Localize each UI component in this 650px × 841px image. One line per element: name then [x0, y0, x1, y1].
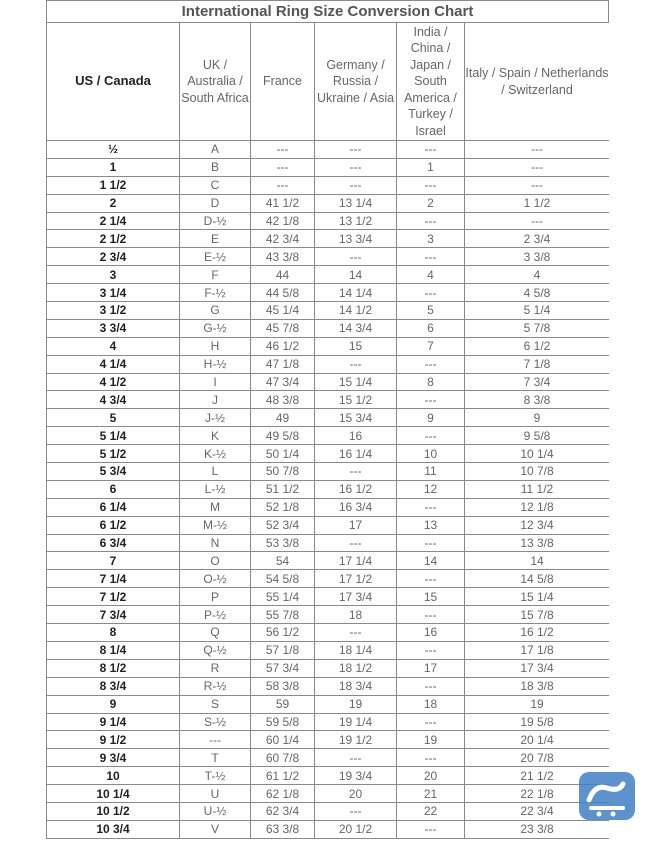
us-canada-cell: 8 1/4 [47, 641, 180, 659]
us-canada-cell: 10 1/4 [47, 785, 180, 803]
germany-cell: 18 [315, 606, 397, 624]
uk-cell: R [180, 659, 251, 677]
germany-cell: --- [315, 802, 397, 820]
header-france: France [251, 23, 315, 141]
uk-cell: Q-½ [180, 641, 251, 659]
uk-cell: R-½ [180, 677, 251, 695]
table-row [47, 480, 610, 498]
germany-cell: 14 1/2 [315, 302, 397, 320]
table-row [47, 570, 610, 588]
italy-cell: 5 7/8 [465, 319, 610, 337]
india-cell: --- [397, 141, 465, 159]
italy-cell: 11 1/2 [465, 480, 610, 498]
table-row [47, 552, 610, 570]
italy-cell: 12 3/4 [465, 516, 610, 534]
italy-cell: 12 1/8 [465, 498, 610, 516]
germany-cell: 17 1/2 [315, 570, 397, 588]
india-cell: 15 [397, 588, 465, 606]
india-cell: 12 [397, 480, 465, 498]
table-row [47, 713, 610, 731]
france-cell: 42 1/8 [251, 212, 315, 230]
uk-cell: F-½ [180, 284, 251, 302]
us-canada-cell: 6 1/2 [47, 516, 180, 534]
table-row [47, 731, 610, 749]
india-cell: 22 [397, 802, 465, 820]
france-cell: 59 [251, 695, 315, 713]
header-india-china: India / China / Japan / South America / Turkey / Israel [397, 23, 465, 141]
header-us-canada: US / Canada [47, 23, 180, 141]
table-row [47, 802, 610, 820]
italy-cell: 10 1/4 [465, 445, 610, 463]
germany-cell: 15 3/4 [315, 409, 397, 427]
table-row [47, 230, 610, 248]
table-row [47, 659, 610, 677]
uk-cell: I [180, 373, 251, 391]
india-cell: --- [397, 534, 465, 552]
india-cell: --- [397, 391, 465, 409]
germany-cell: 14 [315, 266, 397, 284]
india-cell: --- [397, 641, 465, 659]
us-canada-cell: 9 1/4 [47, 713, 180, 731]
table-row [47, 588, 610, 606]
italy-cell: 17 3/4 [465, 659, 610, 677]
table-row [47, 785, 610, 803]
uk-cell: P-½ [180, 606, 251, 624]
us-canada-cell: 7 [47, 552, 180, 570]
france-cell: 47 1/8 [251, 355, 315, 373]
us-canada-cell: 9 3/4 [47, 749, 180, 767]
india-cell: --- [397, 248, 465, 266]
table-row [47, 641, 610, 659]
france-cell: 48 3/8 [251, 391, 315, 409]
table-row [47, 695, 610, 713]
germany-cell: 16 1/2 [315, 480, 397, 498]
india-cell: 16 [397, 624, 465, 642]
uk-cell: D-½ [180, 212, 251, 230]
germany-cell: --- [315, 158, 397, 176]
france-cell: 47 3/4 [251, 373, 315, 391]
india-cell: --- [397, 427, 465, 445]
france-cell: 42 3/4 [251, 230, 315, 248]
table-row [47, 391, 610, 409]
india-cell: 6 [397, 319, 465, 337]
uk-cell: T-½ [180, 767, 251, 785]
us-canada-cell: 6 [47, 480, 180, 498]
uk-cell: T [180, 749, 251, 767]
table-row [47, 373, 610, 391]
italy-cell: 7 1/8 [465, 355, 610, 373]
us-canada-cell: 2 1/4 [47, 212, 180, 230]
us-canada-cell: 10 [47, 767, 180, 785]
us-canada-cell: 4 1/4 [47, 355, 180, 373]
table-row [47, 176, 610, 194]
italy-cell: 20 7/8 [465, 749, 610, 767]
france-cell: 45 7/8 [251, 319, 315, 337]
france-cell: 49 [251, 409, 315, 427]
uk-cell: H [180, 337, 251, 355]
france-cell: 45 1/4 [251, 302, 315, 320]
us-canada-cell: 7 1/2 [47, 588, 180, 606]
germany-cell: 18 1/2 [315, 659, 397, 677]
italy-cell: 22 1/8 [465, 785, 610, 803]
france-cell: 46 1/2 [251, 337, 315, 355]
table-row [47, 677, 610, 695]
italy-cell: 23 3/8 [465, 820, 610, 838]
italy-cell: 9 5/8 [465, 427, 610, 445]
india-cell: 2 [397, 194, 465, 212]
france-cell: 55 1/4 [251, 588, 315, 606]
uk-cell: J-½ [180, 409, 251, 427]
italy-cell: 8 3/8 [465, 391, 610, 409]
table-row [47, 319, 610, 337]
uk-cell: M [180, 498, 251, 516]
ring-size-chart [46, 0, 609, 841]
uk-cell: O-½ [180, 570, 251, 588]
uk-cell: P [180, 588, 251, 606]
india-cell: --- [397, 749, 465, 767]
us-canada-cell: 9 [47, 695, 180, 713]
germany-cell: --- [315, 355, 397, 373]
uk-cell: S [180, 695, 251, 713]
germany-cell: 17 1/4 [315, 552, 397, 570]
india-cell: --- [397, 820, 465, 838]
italy-cell: 1 1/2 [465, 194, 610, 212]
italy-cell: 19 [465, 695, 610, 713]
us-canada-cell: 2 3/4 [47, 248, 180, 266]
france-cell: 49 5/8 [251, 427, 315, 445]
italy-cell: 13 3/8 [465, 534, 610, 552]
germany-cell: 13 1/4 [315, 194, 397, 212]
table-row [47, 516, 610, 534]
table-row [47, 534, 610, 552]
germany-cell: 17 3/4 [315, 588, 397, 606]
france-cell: 60 1/4 [251, 731, 315, 749]
table-row [47, 498, 610, 516]
uk-cell: L-½ [180, 480, 251, 498]
india-cell: --- [397, 284, 465, 302]
italy-cell: 3 3/8 [465, 248, 610, 266]
germany-cell: 19 [315, 695, 397, 713]
us-canada-cell: 8 [47, 624, 180, 642]
table-row [47, 212, 610, 230]
us-canada-cell: 9 1/2 [47, 731, 180, 749]
germany-cell: 19 3/4 [315, 767, 397, 785]
uk-cell: D [180, 194, 251, 212]
table-row [47, 248, 610, 266]
table-row [47, 158, 610, 176]
italy-cell: 20 1/4 [465, 731, 610, 749]
uk-cell: E-½ [180, 248, 251, 266]
us-canada-cell: 5 1/4 [47, 427, 180, 445]
germany-cell: 15 1/4 [315, 373, 397, 391]
us-canada-cell: 7 1/4 [47, 570, 180, 588]
uk-cell: G [180, 302, 251, 320]
uk-cell: C [180, 176, 251, 194]
us-canada-cell: 10 3/4 [47, 820, 180, 838]
italy-cell: --- [465, 212, 610, 230]
uk-cell: F [180, 266, 251, 284]
header-italy-spain: Italy / Spain / Netherlands / Switzerland [465, 23, 610, 141]
india-cell: 9 [397, 409, 465, 427]
table-row [47, 194, 610, 212]
italy-cell: 2 3/4 [465, 230, 610, 248]
india-cell: 4 [397, 266, 465, 284]
us-canada-cell: 2 1/2 [47, 230, 180, 248]
header-germany-russia: Germany / Russia / Ukraine / Asia [315, 23, 397, 141]
us-canada-cell: 4 1/2 [47, 373, 180, 391]
us-canada-cell: 5 [47, 409, 180, 427]
germany-cell: 14 1/4 [315, 284, 397, 302]
table-row [47, 749, 610, 767]
uk-cell: U-½ [180, 802, 251, 820]
india-cell: --- [397, 570, 465, 588]
italy-cell: 7 3/4 [465, 373, 610, 391]
italy-cell: 17 1/8 [465, 641, 610, 659]
france-cell: 52 1/8 [251, 498, 315, 516]
us-canada-cell: 6 3/4 [47, 534, 180, 552]
italy-cell: 22 3/4 [465, 802, 610, 820]
uk-cell: J [180, 391, 251, 409]
india-cell: 20 [397, 767, 465, 785]
germany-cell: 15 1/2 [315, 391, 397, 409]
italy-cell: 14 5/8 [465, 570, 610, 588]
us-canada-cell: 4 [47, 337, 180, 355]
france-cell: --- [251, 158, 315, 176]
site-logo-watermark-icon [577, 770, 637, 822]
india-cell: 5 [397, 302, 465, 320]
uk-cell: A [180, 141, 251, 159]
france-cell: 58 3/8 [251, 677, 315, 695]
france-cell: 54 [251, 552, 315, 570]
table-row [47, 337, 610, 355]
italy-cell: 10 7/8 [465, 463, 610, 481]
table-row [47, 266, 610, 284]
france-cell: 56 1/2 [251, 624, 315, 642]
germany-cell: 19 1/4 [315, 713, 397, 731]
india-cell: 10 [397, 445, 465, 463]
table-row [47, 820, 610, 838]
india-cell: 8 [397, 373, 465, 391]
us-canada-cell: 4 3/4 [47, 391, 180, 409]
germany-cell: --- [315, 463, 397, 481]
germany-cell: 18 3/4 [315, 677, 397, 695]
france-cell: 57 1/8 [251, 641, 315, 659]
india-cell: 7 [397, 337, 465, 355]
france-cell: 53 3/8 [251, 534, 315, 552]
table-row [47, 445, 610, 463]
table-row [47, 767, 610, 785]
uk-cell: N [180, 534, 251, 552]
india-cell: --- [397, 355, 465, 373]
germany-cell: 20 [315, 785, 397, 803]
france-cell: 54 5/8 [251, 570, 315, 588]
india-cell: 11 [397, 463, 465, 481]
france-cell: 44 5/8 [251, 284, 315, 302]
germany-cell: --- [315, 141, 397, 159]
conversion-table [46, 22, 609, 839]
france-cell: 61 1/2 [251, 767, 315, 785]
france-cell: 62 3/4 [251, 802, 315, 820]
uk-cell: V [180, 820, 251, 838]
italy-cell: 9 [465, 409, 610, 427]
header-row [47, 23, 610, 141]
france-cell: 44 [251, 266, 315, 284]
france-cell: 43 3/8 [251, 248, 315, 266]
uk-cell: B [180, 158, 251, 176]
india-cell: 13 [397, 516, 465, 534]
us-canada-cell: 2 [47, 194, 180, 212]
india-cell: 14 [397, 552, 465, 570]
france-cell: 62 1/8 [251, 785, 315, 803]
italy-cell: 16 1/2 [465, 624, 610, 642]
uk-cell: M-½ [180, 516, 251, 534]
germany-cell: --- [315, 624, 397, 642]
italy-cell: 15 7/8 [465, 606, 610, 624]
germany-cell: --- [315, 176, 397, 194]
india-cell: --- [397, 677, 465, 695]
germany-cell: 14 3/4 [315, 319, 397, 337]
germany-cell: 16 3/4 [315, 498, 397, 516]
france-cell: 50 1/4 [251, 445, 315, 463]
france-cell: 52 3/4 [251, 516, 315, 534]
germany-cell: --- [315, 248, 397, 266]
uk-cell: Q [180, 624, 251, 642]
us-canada-cell: 8 1/2 [47, 659, 180, 677]
germany-cell: 16 1/4 [315, 445, 397, 463]
table-row [47, 606, 610, 624]
uk-cell: S-½ [180, 713, 251, 731]
india-cell: --- [397, 606, 465, 624]
france-cell: 59 5/8 [251, 713, 315, 731]
uk-cell: H-½ [180, 355, 251, 373]
india-cell: 3 [397, 230, 465, 248]
us-canada-cell: 3 3/4 [47, 319, 180, 337]
header-uk-australia: UK / Australia / South Africa [180, 23, 251, 141]
france-cell: --- [251, 141, 315, 159]
italy-cell: 21 1/2 [465, 767, 610, 785]
italy-cell: 5 1/4 [465, 302, 610, 320]
table-row [47, 624, 610, 642]
uk-cell: L [180, 463, 251, 481]
india-cell: 21 [397, 785, 465, 803]
table-row [47, 355, 610, 373]
italy-cell: 18 3/8 [465, 677, 610, 695]
italy-cell: 15 1/4 [465, 588, 610, 606]
italy-cell: 6 1/2 [465, 337, 610, 355]
uk-cell: G-½ [180, 319, 251, 337]
us-canada-cell: 6 1/4 [47, 498, 180, 516]
france-cell: 63 3/8 [251, 820, 315, 838]
india-cell: --- [397, 212, 465, 230]
us-canada-cell: 3 [47, 266, 180, 284]
us-canada-cell: 5 3/4 [47, 463, 180, 481]
italy-cell: 14 [465, 552, 610, 570]
italy-cell: --- [465, 158, 610, 176]
india-cell: 18 [397, 695, 465, 713]
table-body [47, 141, 610, 839]
chart-title: International Ring Size Conversion Chart [46, 0, 609, 22]
table-row [47, 284, 610, 302]
germany-cell: 19 1/2 [315, 731, 397, 749]
uk-cell: K-½ [180, 445, 251, 463]
us-canada-cell: 8 3/4 [47, 677, 180, 695]
germany-cell: --- [315, 534, 397, 552]
us-canada-cell: 7 3/4 [47, 606, 180, 624]
india-cell: --- [397, 176, 465, 194]
france-cell: 57 3/4 [251, 659, 315, 677]
france-cell: 50 7/8 [251, 463, 315, 481]
germany-cell: 13 3/4 [315, 230, 397, 248]
uk-cell: U [180, 785, 251, 803]
india-cell: --- [397, 498, 465, 516]
table-row [47, 409, 610, 427]
india-cell: 17 [397, 659, 465, 677]
uk-cell: --- [180, 731, 251, 749]
table-row [47, 302, 610, 320]
germany-cell: 17 [315, 516, 397, 534]
france-cell: 55 7/8 [251, 606, 315, 624]
table-row [47, 427, 610, 445]
italy-cell: 19 5/8 [465, 713, 610, 731]
italy-cell: 4 [465, 266, 610, 284]
germany-cell: 16 [315, 427, 397, 445]
us-canada-cell: 1 1/2 [47, 176, 180, 194]
germany-cell: --- [315, 749, 397, 767]
us-canada-cell: 3 1/4 [47, 284, 180, 302]
us-canada-cell: 5 1/2 [47, 445, 180, 463]
germany-cell: 18 1/4 [315, 641, 397, 659]
france-cell: --- [251, 176, 315, 194]
france-cell: 51 1/2 [251, 480, 315, 498]
india-cell: 19 [397, 731, 465, 749]
germany-cell: 15 [315, 337, 397, 355]
us-canada-cell: 3 1/2 [47, 302, 180, 320]
uk-cell: O [180, 552, 251, 570]
us-canada-cell: 1 [47, 158, 180, 176]
italy-cell: 4 5/8 [465, 284, 610, 302]
uk-cell: E [180, 230, 251, 248]
table-row [47, 141, 610, 159]
germany-cell: 20 1/2 [315, 820, 397, 838]
us-canada-cell: 10 1/2 [47, 802, 180, 820]
us-canada-cell: ½ [47, 141, 180, 159]
france-cell: 41 1/2 [251, 194, 315, 212]
table-row [47, 463, 610, 481]
germany-cell: 13 1/2 [315, 212, 397, 230]
italy-cell: --- [465, 141, 610, 159]
italy-cell: --- [465, 176, 610, 194]
france-cell: 60 7/8 [251, 749, 315, 767]
uk-cell: K [180, 427, 251, 445]
india-cell: --- [397, 713, 465, 731]
india-cell: 1 [397, 158, 465, 176]
